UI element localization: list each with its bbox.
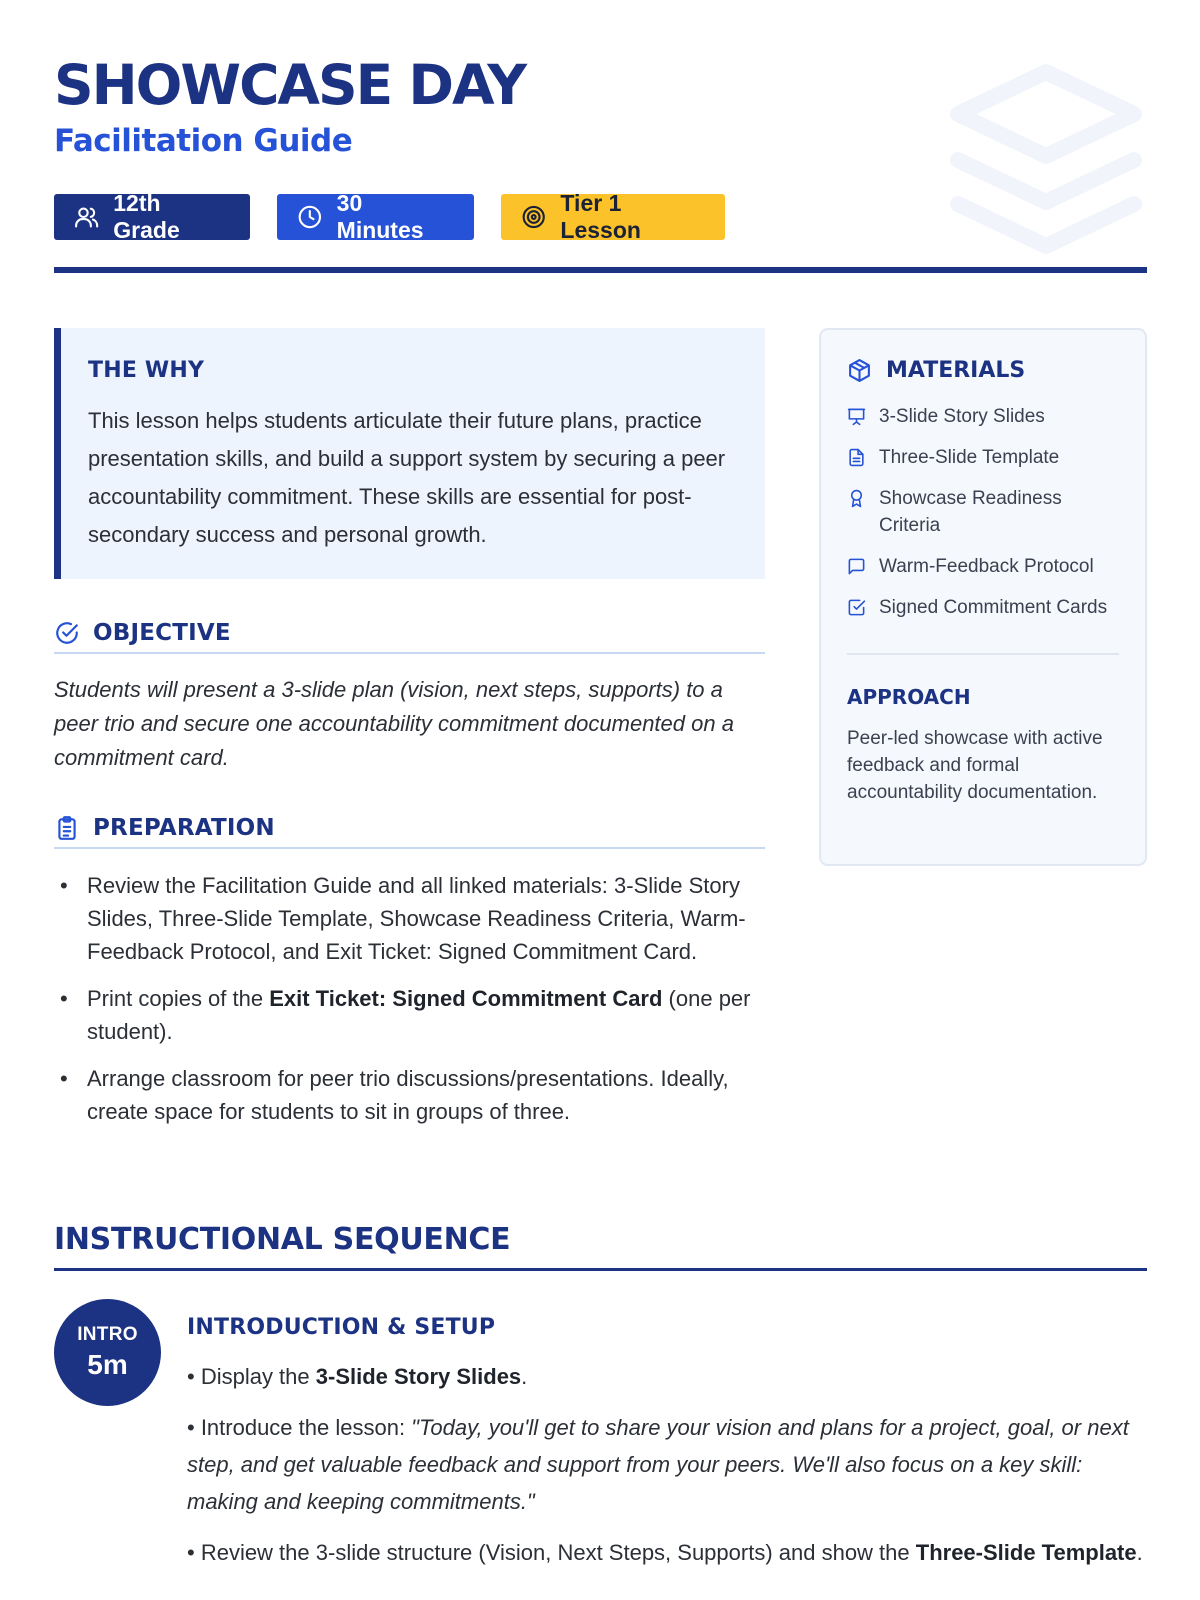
sequence-divider [54,1268,1147,1271]
sequence-heading: INSTRUCTIONAL SEQUENCE [54,1222,511,1257]
lesson-badges [54,190,725,243]
preparation-item-text: Review the Facilitation Guide and all linked materials: 3-Slide Story Slides, Three-Slide Template, Showcase Readiness Criteria, Warm-Feedback Protocol, and Exit Ticket: Signed Commitment Card. [87,873,746,964]
material-label: Showcase Readiness Criteria [879,488,1062,536]
step-text: • Display the [187,1364,316,1389]
approach-heading: APPROACH [847,685,971,709]
the-why-panel [54,328,765,579]
objective-heading-label: OBJECTIVE [93,620,231,646]
step-bold: Three-Slide Template [915,1540,1137,1565]
step-title: INTRODUCTION & SETUP [187,1315,496,1340]
materials-heading [847,358,1119,383]
material-item [847,444,1119,471]
tier-badge-label: Tier 1 Lesson [560,190,641,243]
step-instruction [187,1534,1147,1571]
award-icon [847,489,866,508]
step-text: . [521,1364,528,1389]
preparation-heading-label: PREPARATION [93,815,275,841]
material-item [847,553,1119,580]
grade-badge-label: 12th Grade [113,190,180,243]
header-divider [54,267,1147,273]
objective-text: Students will present a 3-slide plan (vision, next steps, supports) to a peer trio and secure one accountability commitment documented on a commitment card. [54,677,734,770]
the-why-heading: THE WHY [88,358,205,383]
step-text: . [1136,1540,1143,1565]
step-text: • Review the 3-slide structure (Vision, Next Steps, Supports) and show the [187,1540,916,1565]
duration-badge-label: 30 Minutes [336,190,424,243]
step-bold: 3-Slide Story Slides [315,1364,522,1389]
objective-heading [54,620,765,654]
check-circle-icon [54,620,80,646]
preparation-item-text: Print copies of the [87,986,270,1011]
preparation-item [54,982,765,1048]
materials-sidebar [819,328,1147,866]
material-label: 3-Slide Story Slides [879,406,1045,427]
materials-list [847,403,1119,621]
step-duration: 5m [87,1349,128,1380]
clock-icon [297,204,323,230]
page-subtitle: Facilitation Guide [54,123,353,159]
step-quote: "Today, you'll get to share your vision and plans for a project, goal, or next step, and get valuable feedback and support from your peers. We'll also focus on a key skill: making and keeping commitments." [187,1415,1129,1514]
layers-watermark-icon [944,62,1148,258]
step-label: INTRO [77,1324,138,1345]
clipboard-icon [54,815,80,841]
chat-icon [847,557,866,576]
preparation-heading [54,815,765,849]
material-label: Signed Commitment Cards [879,597,1108,618]
step-instruction [187,1358,1147,1395]
preparation-item-text: Arrange classroom for peer trio discussions/presentations. Ideally, create space for students to sit in groups of three. [87,1066,729,1124]
material-item [847,594,1119,621]
grade-badge [54,190,250,243]
package-icon [847,358,872,383]
presentation-icon [847,407,866,426]
preparation-list [54,869,765,1142]
preparation-item [54,869,765,968]
users-icon [74,204,99,230]
step-content [187,1315,1147,1585]
tier-badge [501,190,725,243]
step-text: • Introduce the lesson: [187,1415,412,1440]
the-why-text: This lesson helps students articulate their future plans, practice presentation skills, and build a support system by securing a peer accountability commitment. These skills are essential for post-secondary success and personal growth. [88,408,726,547]
step-instruction [187,1409,1147,1520]
materials-heading-label: MATERIALS [886,358,1026,383]
preparation-item-bold: Exit Ticket: Signed Commitment Card [269,986,663,1011]
material-item [847,485,1119,539]
preparation-item-text: (one per student). [87,986,751,1044]
duration-badge [277,190,474,243]
sidebar-divider [847,653,1119,655]
document-icon [847,448,866,467]
material-label: Warm-Feedback Protocol [879,556,1094,577]
step-badge [54,1299,161,1406]
material-label: Three-Slide Template [879,447,1060,468]
material-item [847,403,1119,430]
preparation-item [54,1062,765,1128]
target-icon [521,204,546,230]
approach-text: Peer-led showcase with active feedback and formal accountability documentation. [847,728,1103,803]
checkbox-icon [847,598,866,617]
page-title: SHOWCASE DAY [54,53,526,117]
